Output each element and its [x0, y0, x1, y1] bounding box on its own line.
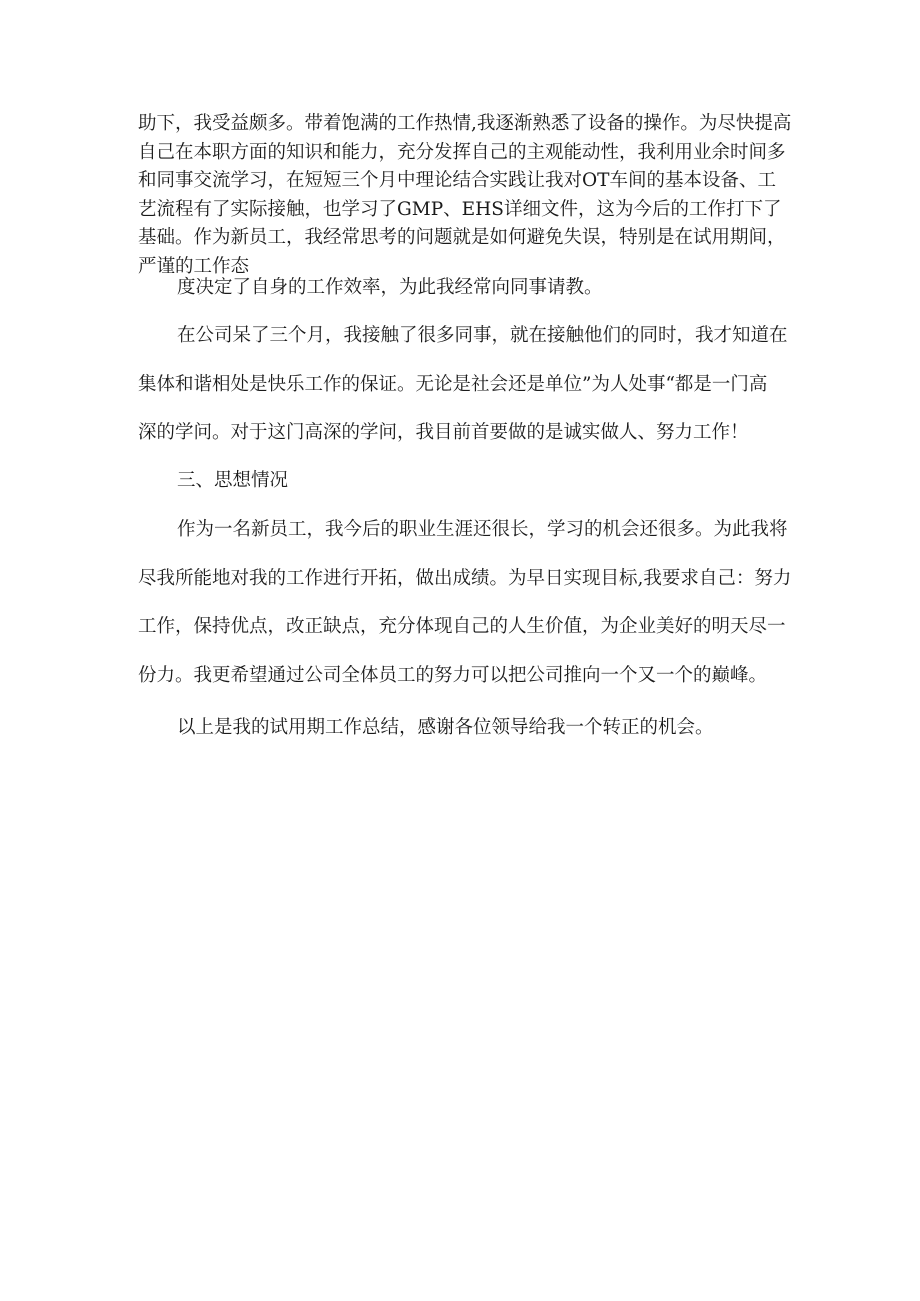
- paragraph-thoughts: [138, 506, 792, 700]
- text-line: 尽我所能地对我的工作进行开拓，做出成绩。为早日实现目标,我要求自己：努力: [138, 567, 792, 589]
- text-line: 助下，我受益颇多。带着饱满的工作热情,我逐渐熟悉了设备的操作。为尽快提高: [138, 113, 792, 134]
- text-line: 和同事交流学习，在短短三个月中理论结合实践让我对OT车间的基本设备、工: [138, 170, 777, 191]
- paragraph-colleagues: [138, 312, 792, 458]
- text-line: 自己在本职方面的知识和能力，充分发挥自己的主观能动性，我利用业余时间多: [138, 141, 786, 163]
- text-line: 在公司呆了三个月，我接触了很多同事，就在接触他们的同时，我才知道在: [177, 325, 788, 346]
- text-line: 集体和谐相处是快乐工作的保证。无论是社会还是单位”为人处事“都是一门高: [138, 373, 768, 395]
- text-line: 工作，保持优点，改正缺点，充分体现自己的人生价值，为企业美好的明天尽一: [138, 616, 786, 637]
- heading-text: 三、思想情况: [177, 470, 289, 491]
- text-line: 艺流程有了实际接触，也学习了GMP、EHS详细文件，这为今后的工作打下了: [138, 198, 782, 220]
- paragraph-work-efficiency: [138, 264, 792, 313]
- top-paragraph: [138, 110, 792, 281]
- text-line: 深的学问。对于这门高深的学问，我目前首要做的是诚实做人、努力工作！: [138, 422, 749, 443]
- text-line: 以上是我的试用期工作总结，感谢各位领导给我一个转正的机会。: [177, 717, 714, 738]
- text-line: 度决定了自身的工作效率，为此我经常向同事请教。: [177, 277, 603, 298]
- paragraph-closing: [138, 704, 792, 753]
- text-line: 严谨的工作态: [138, 255, 250, 277]
- text-line: 基础。作为新员工，我经常思考的问题就是如何避免失误，特别是在试用期间，: [138, 227, 786, 248]
- section-heading: [138, 457, 792, 506]
- text-line: 份力。我更希望通过公司全体员工的努力可以把公司推向一个又一个的巅峰。: [138, 664, 768, 686]
- text-line: 作为一名新员工，我今后的职业生涯还很长，学习的机会还很多。为此我将: [177, 519, 788, 540]
